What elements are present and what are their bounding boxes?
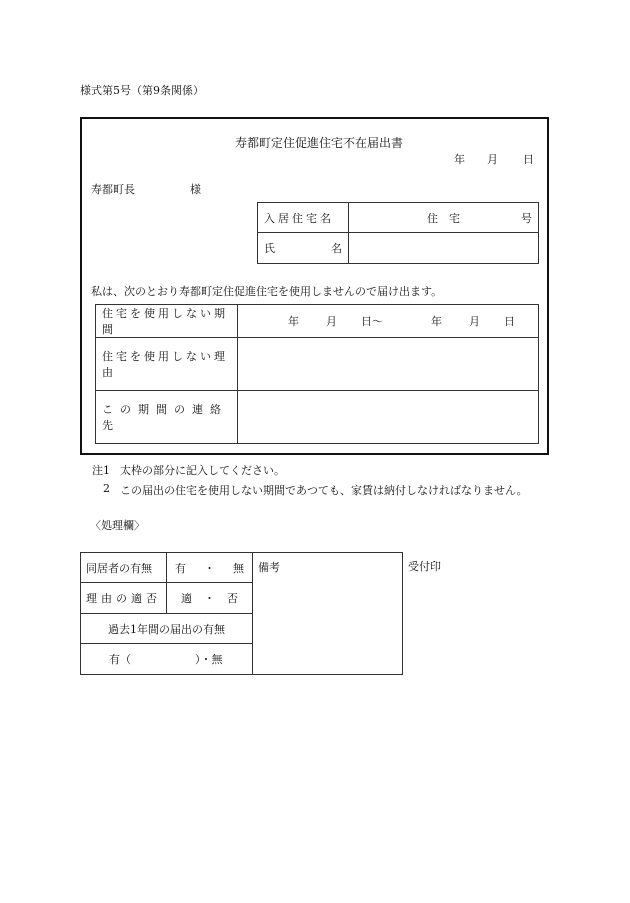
- reason-validity-options[interactable]: 適 ・ 否: [167, 583, 253, 614]
- reason-field[interactable]: [238, 338, 539, 391]
- residence-label: 入居住宅名: [258, 203, 349, 233]
- residence-field[interactable]: [349, 203, 539, 233]
- addressee-honorific: 様: [190, 183, 201, 196]
- cohabitant-options[interactable]: 有 ・ 無: [167, 553, 253, 583]
- contact-field[interactable]: [238, 391, 539, 444]
- reason-label: 住宅を使用しない理由: [96, 338, 238, 391]
- residence-middle: 住 宅: [427, 211, 460, 225]
- declaration-text: 私は、次のとおり寿都町定住促進住宅を使用しませんので届け出ます。: [91, 285, 443, 298]
- contact-label: この期間の連絡先: [96, 391, 238, 444]
- note-1-text: 太枠の部分に記入してください。: [120, 464, 285, 477]
- reason-validity-label: 理由の適否: [81, 583, 167, 614]
- stamp-label: 受付印: [408, 560, 441, 573]
- addressee-name: 寿都町長: [91, 183, 135, 196]
- note-2-text: この届出の住宅を使用しない期間であつても、家賃は納付しなければなりません。: [120, 484, 528, 497]
- form-number: 様式第5号（第9条関係）: [80, 84, 204, 97]
- period-field[interactable]: 年 月 日〜 年 月 日: [238, 305, 539, 338]
- remarks-label: 備考: [258, 561, 280, 574]
- period-label: 住宅を使用しない期間: [96, 305, 238, 338]
- processing-table: [80, 552, 403, 675]
- form-title: 寿都町定住促進住宅不在届出書: [235, 136, 404, 150]
- remarks-field[interactable]: [253, 553, 403, 675]
- details-table: [95, 304, 539, 444]
- applicant-table: [257, 202, 539, 264]
- name-field[interactable]: [349, 233, 539, 264]
- cohabitant-label: 同居者の有無: [81, 553, 167, 583]
- date-day: 日: [523, 153, 534, 166]
- residence-suffix: 号: [521, 211, 532, 225]
- processing-heading: 〈処理欄〉: [90, 519, 145, 532]
- note-2-num: 2: [103, 482, 110, 495]
- date-year: 年: [454, 153, 465, 166]
- date-month: 月: [487, 153, 498, 166]
- past-value[interactable]: 有（ ）・無: [81, 644, 253, 675]
- past-label: 過去1年間の届出の有無: [81, 614, 253, 644]
- note-1-num: 注1: [92, 464, 110, 477]
- name-label: 氏 名: [258, 233, 349, 264]
- form-frame: [80, 117, 549, 455]
